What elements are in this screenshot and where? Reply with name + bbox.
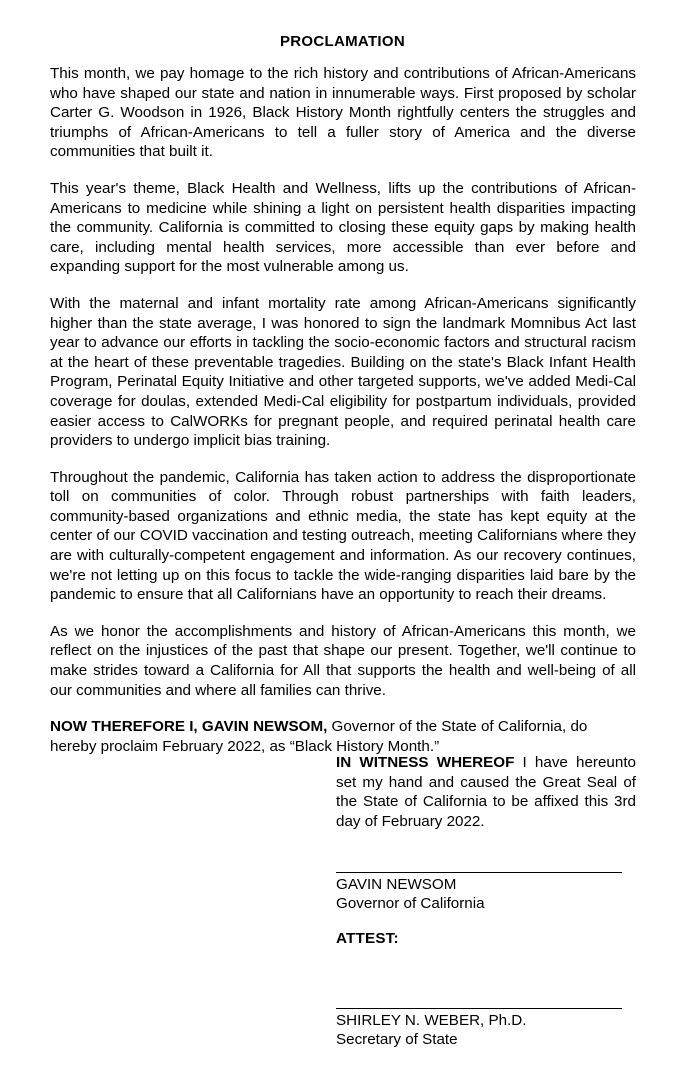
paragraph-3: With the maternal and infant mortality rate among African-Americans significantly higher than the state average, I was honored to sign the landmark Momnibus Act last year to advance our efforts in tackling the socio-economic factors and structural racism at the heart of these preventable tragedies. Building on the state's Black Infant Health Program, Perinatal Equity Initiative and other targeted supports, we've added Medi-Cal coverage for doulas, extended Medi-Cal eligibility for postpartum individuals, provided easier access to CalWORKs for pregnant people, and required perinatal health care providers to undergo implicit bias training.: [50, 294, 636, 450]
page-title: PROCLAMATION: [280, 33, 405, 50]
signature-line-secretary: [336, 1008, 622, 1009]
signature-name-secretary: SHIRLEY N. WEBER, Ph.D.: [336, 1012, 527, 1029]
witness-rest: I have hereunto set my hand and caused the Great Seal of the State of California to be affixed this 3rd day of February 2022.: [336, 754, 636, 830]
declaration-bold-lead: NOW THEREFORE I, GAVIN NEWSOM,: [50, 718, 328, 736]
paragraph-5: As we honor the accomplishments and history of African-Americans this month, we reflect on the injustices of the past that shape our present. Together, we'll continue to make strides toward a California for All that supports the health and well-being of all our communities and where all families can thrive.: [50, 622, 636, 699]
paragraph-4: Throughout the pandemic, California has taken action to address the disproportionate toll on communities of color. Through robust partnerships with faith leaders, community-based organizations and ethnic media, the state has kept equity at the center of our COVID vaccination and testing outreach, meeting Californians where they are with culturally-competent engagement and information. As our recovery continues, we're not letting up on this focus to tackle the wide-ranging disparities laid bare by the pandemic to ensure that all Californians have an opportunity to reach their dreams.: [50, 468, 636, 604]
signature-block-secretary: [336, 1008, 622, 1049]
witness-paragraph: [336, 753, 636, 831]
declaration-paragraph: [50, 717, 636, 756]
document-body: [50, 64, 636, 756]
witness-block: [336, 753, 636, 831]
declaration-rest: Governor of the State of California, do hereby proclaim February 2022, as “Black History Month.”: [50, 718, 588, 755]
attest-label: ATTEST:: [336, 930, 399, 947]
paragraph-2: This year's theme, Black Health and Wellness, lifts up the contributions of African-Americans to medicine while shining a light on persistent health disparities impacting the community. California is committed to closing these equity gaps by making health care, including mental health services, more accessible than ever before and expanding support for the most vulnerable among us.: [50, 179, 636, 276]
signature-role-governor: Governor of California: [336, 895, 485, 913]
witness-bold-lead: IN WITNESS WHEREOF: [336, 754, 515, 771]
paragraph-1: This month, we pay homage to the rich history and contributions of African-Americans who have shaped our state and nation in innumerable ways. First proposed by scholar Carter G. Woodson in 1926, Black History Month rightfully centers the struggles and triumphs of African-Americans to tell a fuller story of America and the diverse communities that built it.: [50, 65, 636, 161]
signature-line-governor: [336, 872, 622, 873]
signature-role-secretary: Secretary of State: [336, 1031, 458, 1049]
signature-block-governor: [336, 872, 622, 913]
signature-name-governor: GAVIN NEWSOM: [336, 876, 457, 893]
